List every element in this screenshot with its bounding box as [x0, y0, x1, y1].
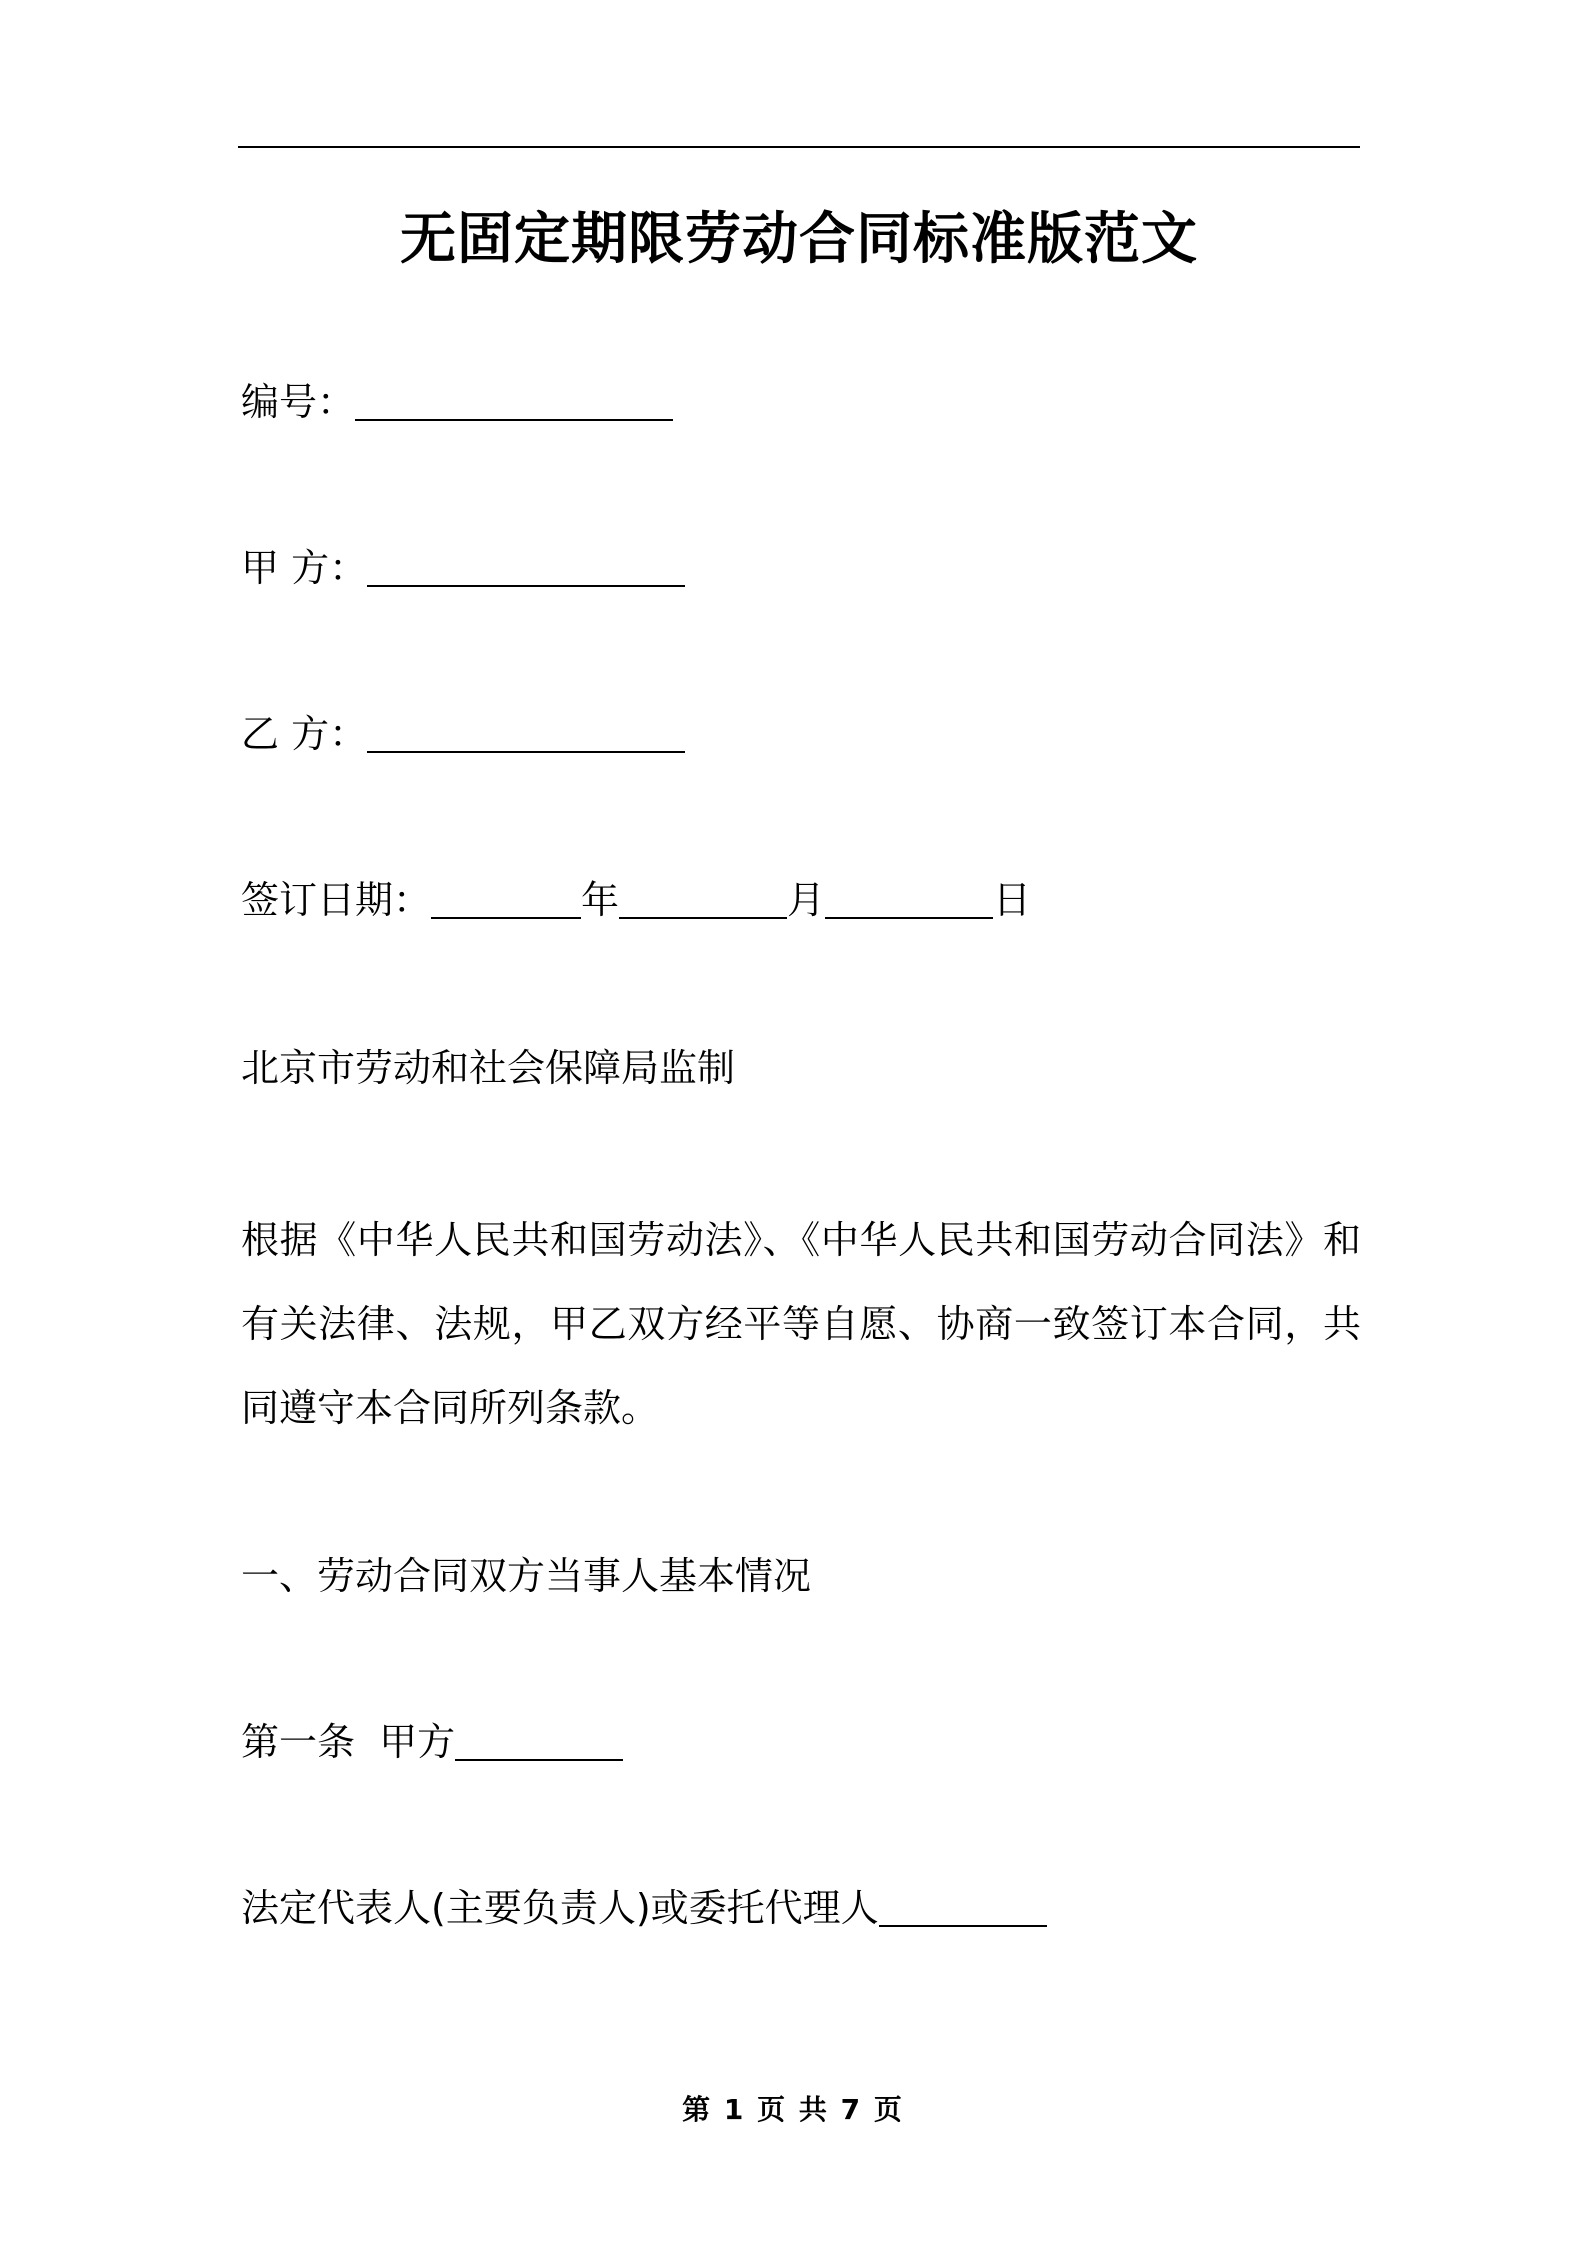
- preamble-paragraph: 根据《中华人民共和国劳动法》、《中华人民共和国劳动合同法》和有关法律、法规，甲乙双方经平等自愿、协商一致签订本合同，共同遵守本合同所列条款。: [241, 1218, 1361, 1430]
- number-label: 编号：: [241, 380, 356, 424]
- header-rule: [238, 146, 1360, 148]
- page-number: 第 1 页 共 7 页: [682, 2093, 904, 2126]
- day-blank[interactable]: [825, 877, 993, 919]
- party-a-label: 甲 方：: [241, 546, 368, 590]
- party-b-blank[interactable]: [367, 711, 685, 753]
- year-label: 年: [581, 878, 620, 922]
- legal-rep-label: 法定代表人(主要负责人)或委托代理人: [241, 1886, 879, 1930]
- party-a-line: [241, 540, 685, 596]
- article1-blank[interactable]: [455, 1719, 623, 1761]
- month-label: 月: [787, 878, 826, 922]
- article1-line: [241, 1714, 623, 1770]
- party-b-label: 乙 方：: [241, 712, 368, 756]
- section1-heading: 一、劳动合同双方当事人基本情况: [241, 1554, 812, 1598]
- day-label: 日: [993, 878, 1032, 922]
- article1-label: 第一条 甲方: [241, 1720, 456, 1764]
- number-line: [241, 374, 673, 430]
- month-blank[interactable]: [619, 877, 787, 919]
- legal-rep-blank[interactable]: [879, 1885, 1047, 1927]
- party-a-blank[interactable]: [367, 545, 685, 587]
- supervisor-line: 北京市劳动和社会保障局监制: [241, 1046, 736, 1090]
- number-blank[interactable]: [355, 379, 673, 421]
- legal-rep-line: [241, 1880, 1047, 1936]
- document-title: 无固定期限劳动合同标准版范文: [400, 207, 1198, 272]
- sign-date-label: 签订日期：: [241, 878, 432, 922]
- party-b-line: [241, 706, 685, 762]
- year-blank[interactable]: [431, 877, 581, 919]
- sign-date-line: [241, 872, 1031, 928]
